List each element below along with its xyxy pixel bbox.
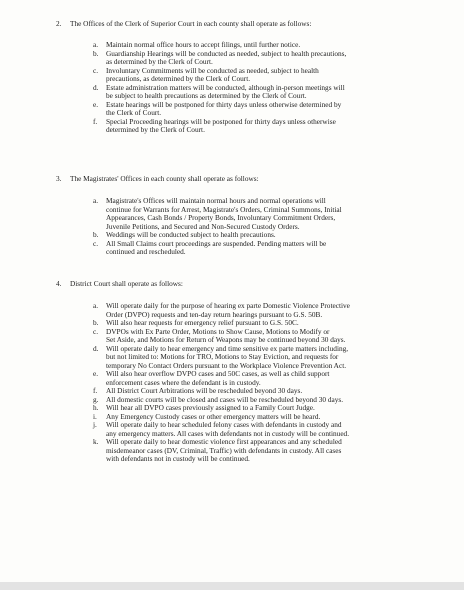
list-item: [0, 370, 464, 387]
item-label: b.: [93, 230, 99, 239]
item-label: c.: [93, 65, 99, 75]
item-text-line: Special Proceeding hearings will be postponed for thirty days unless otherwise: [106, 116, 336, 126]
list-item: [0, 302, 464, 319]
section-number: 3.: [56, 174, 62, 183]
item-label: d.: [93, 82, 99, 92]
item-text-line: determined by the Clerk of Court.: [106, 125, 205, 134]
item-text-line: All domestic courts will be closed and cases will be rescheduled beyond 30 days.: [106, 394, 344, 404]
item-label: j.: [93, 420, 97, 429]
item-text-line: any emergency matters. All cases with defendants not in custody will be continued.: [106, 428, 350, 438]
section-number: 4.: [56, 279, 62, 288]
item-label: e.: [93, 99, 99, 109]
item-label: h.: [93, 403, 99, 412]
item-text-line: Weddings will be conducted subject to health precautions.: [106, 230, 276, 239]
item-text-line: Estate administration matters will be conducted, although in-person meetings will: [106, 82, 345, 92]
list-item: [0, 101, 464, 118]
item-label: k.: [93, 437, 99, 446]
section-heading-text: The Offices of the Clerk of Superior Court in each county shall operate as follows:: [70, 19, 312, 28]
item-label: c.: [93, 238, 99, 248]
section-number: 2.: [56, 19, 62, 28]
item-text-line: DVPOs with Ex Parte Order, Motions to Show Cause, Motions to Modify or: [106, 326, 330, 336]
item-text-line: Order (DVPO) requests and ten-day return hearings pursuant to G.S. 50B.: [106, 309, 323, 319]
item-label: c.: [93, 326, 99, 336]
item-label: e.: [93, 369, 99, 378]
item-text-line: precautions, as determined by the Clerk of Court.: [106, 74, 251, 83]
item-text-line: Maintain normal office hours to accept filings, until further notice.: [106, 40, 301, 49]
item-text-line: Any Emergency Custody cases or other emergency matters will be heard.: [106, 411, 321, 421]
list-item: [0, 328, 464, 345]
item-text-line: Will also hear overflow DVPO cases and 50C cases, as well as child support: [106, 369, 330, 378]
item-text-line: but not limited to: Motions for TRO, Motions to Stay Eviction, and requests for: [106, 352, 339, 361]
item-text-line: Set Aside, and Motions for Return of Weapons may be continued beyond 30 days.: [106, 335, 346, 344]
item-label: d.: [93, 343, 99, 353]
item-label: f.: [93, 386, 98, 395]
item-text-line: All Small Claims court proceedings are suspended. Pending matters will be: [106, 238, 327, 248]
item-text-line: misdemeanor cases (DV, Criminal, Traffic) with defendants in custody. All cases: [106, 445, 342, 455]
item-text-line: Estate hearings will be postponed for thirty days unless otherwise determined by: [106, 99, 342, 109]
item-label: i.: [93, 411, 97, 421]
item-text-line: with defendants not in custody will be continued.: [106, 454, 250, 463]
item-text-line: All District Court Arbitrations will be rescheduled beyond 30 days.: [106, 386, 303, 395]
item-text-line: the Clerk of Court.: [106, 108, 162, 117]
section-heading-text: The Magistrates' Offices in each county shall operate as follows:: [70, 174, 259, 183]
item-label: g.: [93, 394, 99, 404]
item-text-line: temporary No Contact Orders pursuant to the Workplace Violence Prevention Act.: [106, 360, 347, 370]
scan-bottom-edge: [0, 582, 464, 590]
item-text-line: Will also hear requests for emergency relief pursuant to G.S. 50C.: [106, 318, 299, 327]
section-items: [0, 302, 464, 464]
item-text-line: Will hear all DVPO cases previously assigned to a Family Court Judge.: [106, 403, 315, 412]
item-label: b.: [93, 318, 99, 327]
list-item: [0, 421, 464, 438]
list-item: [0, 50, 464, 67]
item-text-line: enforcement cases where the defendant is in custody.: [106, 377, 261, 387]
list-item: [0, 345, 464, 371]
list-item: [0, 240, 464, 257]
section-heading-text: District Court shall operate as follows:: [70, 279, 183, 288]
item-text-line: Will operate daily for the purpose of hearing ex parte Domestic Violence Protective: [106, 301, 350, 310]
item-text-line: Appearances, Cash Bonds / Property Bonds, Involuntary Commitment Orders,: [106, 213, 336, 222]
item-text-line: be subject to health precautions as determined by the Clerk of Court.: [106, 91, 307, 100]
item-text-line: Involuntary Commitments will be conducted as needed, subject to health: [106, 65, 319, 75]
section-items: [0, 41, 464, 135]
item-label: a.: [93, 301, 99, 310]
item-label: f.: [93, 116, 98, 126]
item-text-line: Guardianship Hearings will be conducted as needed, subject to health precautions,: [106, 48, 347, 58]
item-label: b.: [93, 48, 99, 58]
list-item: [0, 197, 464, 231]
item-text-line: as determined by the Clerk of Court.: [106, 57, 213, 66]
item-text-line: Will operate daily to hear scheduled felony cases with defendants in custody and: [106, 420, 342, 429]
list-item: [0, 118, 464, 135]
item-text-line: Magistrate's Offices will maintain normal hours and normal operations will: [106, 196, 326, 205]
item-text-line: continue for Warrants for Arrest, Magistrate's Orders, Criminal Summons, Initial: [106, 204, 342, 214]
list-item: [0, 67, 464, 84]
item-label: a.: [93, 40, 99, 49]
item-text-line: Will operate daily to hear domestic violence first appearances and any scheduled: [106, 437, 342, 446]
item-label: a.: [93, 196, 99, 205]
list-item: [0, 438, 464, 464]
section-items: [0, 197, 464, 257]
item-text-line: Will operate daily to hear emergency and time sensitive ex parte matters including,: [106, 343, 349, 353]
list-item: [0, 84, 464, 101]
item-text-line: Juvenile Petitions, and Secured and Non-Secured Custody Orders.: [106, 221, 300, 231]
item-text-line: continued and rescheduled.: [106, 247, 186, 256]
